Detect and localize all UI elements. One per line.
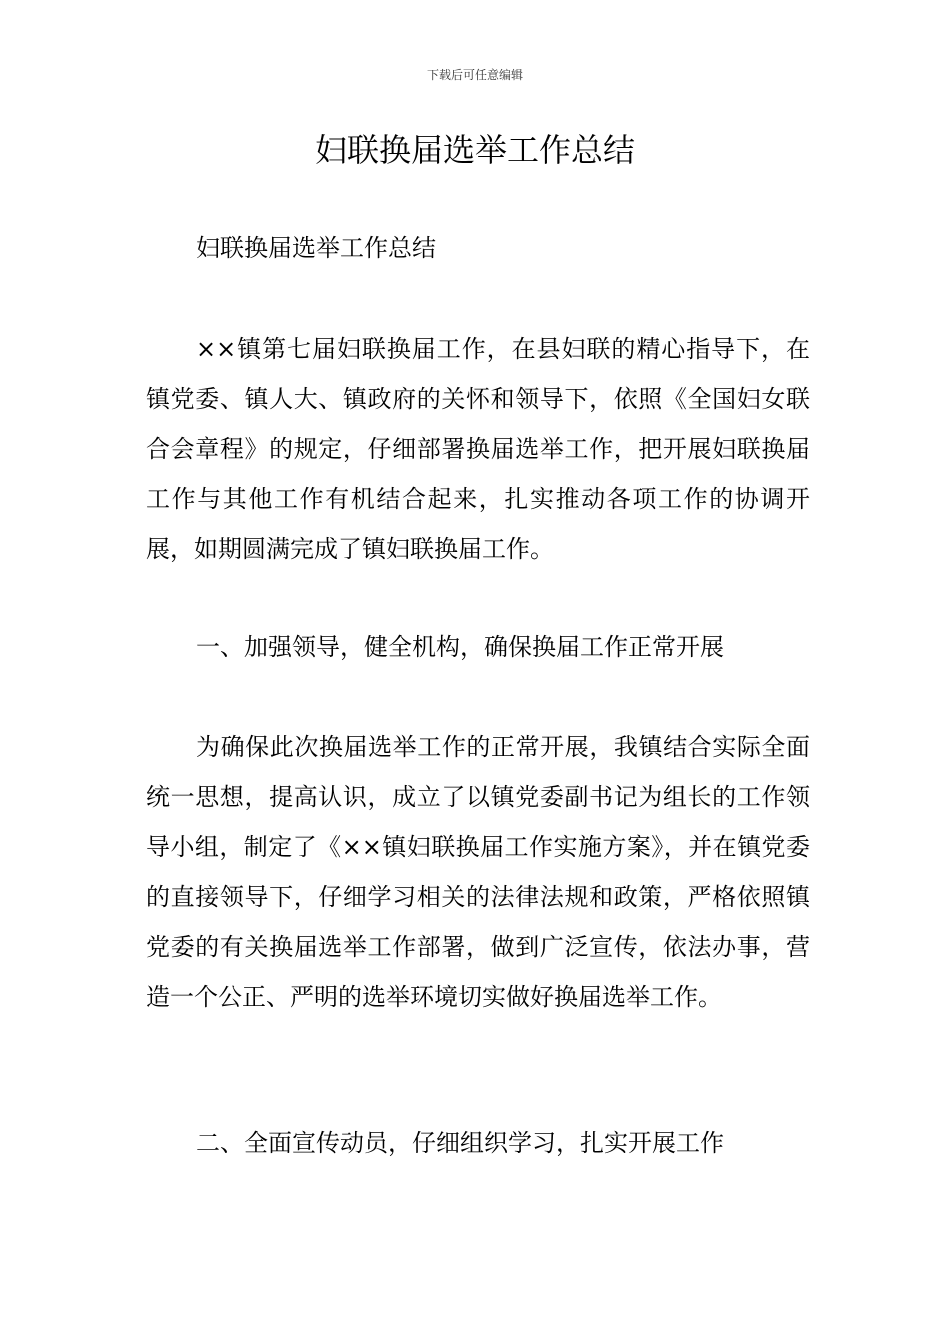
page-header-note: 下载后可任意编辑 (426, 68, 523, 82)
document-subtitle: 妇联换届选举工作总结 (196, 234, 436, 262)
section-heading-1: 一、加强领导，健全机构，确保换届工作正常开展 (196, 633, 724, 661)
document-title: 妇联换届选举工作总结 (314, 131, 635, 169)
body-paragraph-2: 为确保此次换届选举工作的正常开展，我镇结合实际全面统一思想，提高认识，成立了以镇党委副书记为组长的工作领导小组，制定了《××镇妇联换届工作实施方案》，并在镇党委的直接领导下，仔细学习相关的法律法规和政策，严格依照镇党委的有关换届选举工作部署，做到广泛宣传，依法办事，营造一个公正、严明的选举环境切实做好换届选举工作。 (146, 733, 810, 1011)
body-paragraph-1: ××镇第七届妇联换届工作，在县妇联的精心指导下，在镇党委、镇人大、镇政府的关怀和领导下，依照《全国妇女联合会章程》的规定，仔细部署换届选举工作，把开展妇联换届工作与其他工作有机结合起来，扎实推动各项工作的协调开展，如期圆满完成了镇妇联换届工作。 (146, 335, 810, 563)
section-heading-2: 二、全面宣传动员，仔细组织学习，扎实开展工作 (196, 1129, 724, 1157)
